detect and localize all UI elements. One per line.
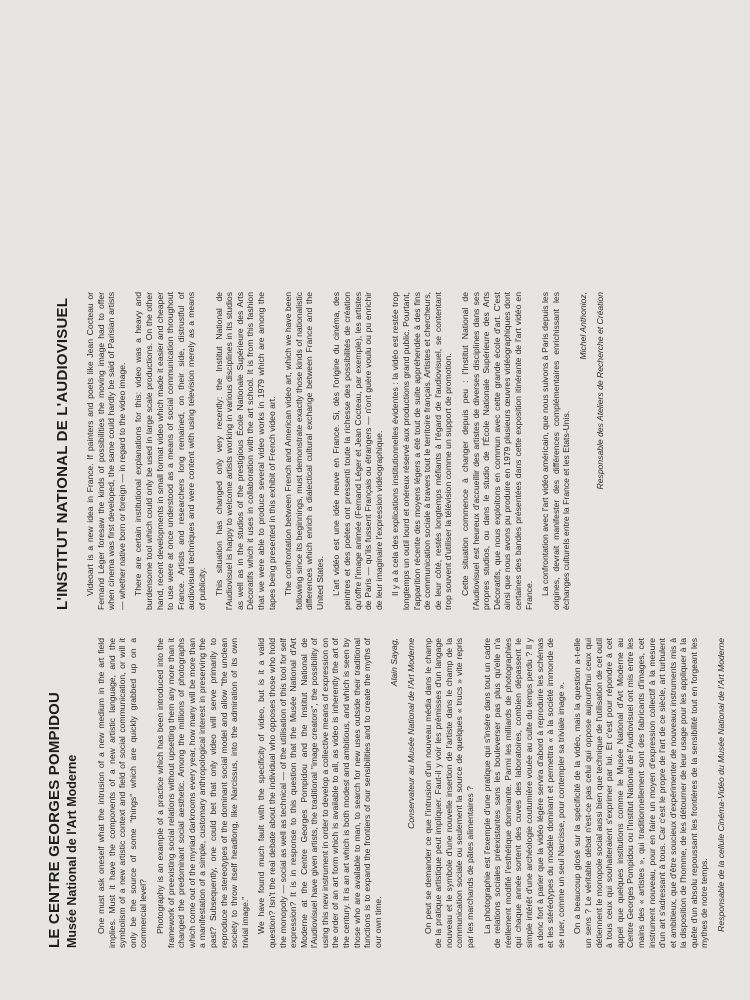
author-signature-role: Responsable des Ateliers de Recherche et Création: [594, 292, 605, 490]
paragraph-fr-2: La photographie est l'exemple d'une pratique qui s'insère dans tout un cadre de relations sociales préexistantes sans les bouleverser pas plus qu'elle n'a réellement modifié l'esthétique dominante. Parmi les milliards de photographies qui chaque année sortent des cuves des laboratoires, combien dépassent le simple intérêt d'une archéologie coutumière vouée au culte du temps perdu ? Il y a donc fort à parier que la vidéo légère servira d'abord à reproduire les schémas et les stéréotypes du modèle dominant et permettra « à la société immonde de se ruer, comme un seul Narcisse, pour contempler sa triviale image ».: [481, 638, 566, 948]
column-institut-audiovisuel: [54, 292, 690, 610]
article-title-pompidou: LE CENTRE GEORGES POMPIDOU: [46, 691, 63, 948]
author-role-en: Conservateur au Musée National de l'Art Moderne: [406, 638, 417, 829]
paragraph-fr-4: La confrontation avec l'art vidéo américain, que nous suivons à Paris depuis les origines, devrait manifester des différences complémentaires enrichissant les échanges culturels entre la France et les Etats-Unis.: [540, 292, 572, 610]
paragraph-en-1: Videoart is a new idea in France. If painters and poets like Jean Cocteau or Fernand Léger foresaw the kinds of possibilities the moving image had to offer when cinema was first developed, the same could hardly be said of Parisian artists — whether native born or foreign — in regard to the video image.: [85, 292, 127, 610]
column-centre-pompidou: [46, 638, 727, 948]
author-signature-name: Michel Anthonioz,: [577, 292, 588, 360]
article-subtitle-musee: Musée National de l'Art Moderne: [65, 754, 79, 948]
paragraph-fr-1: On peut se demander ce que l'intrusion d'un nouveau média dans le champ de la pratique artistique peut impliquer. Faut-il y voir les prémisses d'un langage nouveau et le symbole d'une nouvelle insertion de l'artiste dans le champ de la communication sociale ou seulement la source de quelques « trucs » vite repris par les marchands de pâtes alimentaires ?: [422, 638, 475, 948]
paragraph-en-3: We have found much fault with the specificity of video, but is it a valid question? Isn't the real debate about the individual who opposes those who hold the monopoly — social as well as technical — of the utilisation of this tool for self expression? It is in response to this question that the Musée National d'Art Moderne at the Centre Georges Pompidou and the Institut National de l'Audiovisuel have given artists, the traditional "image creators", the possibility of using this new instrument in order to develop a collective means of expression on the order of an art form which is available to all, as video is inherently the art of the century. It is an art which is both modest and ambitious, and which is seen by those who are available to man, to search for new uses outside their traditional functions is to expand the frontiers of our sensibilities and to create the myths of our own time.: [256, 638, 383, 948]
paragraph-fr-3: Cette situation commence à changer depuis peu : l'Institut National de l'Audiovisuel est heureux d'accueillir des artistes de diverses disciplines dans ses propres studios, ou dans le studio de l'École Nationale Supérieure des Arts Décoratifs, que nous exploitons en commun avec cette grande école d'art. C'est ainsi que nous avons pu produire en 1979 plusieurs œuvres vidéographiques dont certaines des bandes présentées dans cette exposition itinérante de l'art vidéo en France.: [460, 292, 534, 610]
paragraph-en-4: The confrontation between French and American video art, which we have been following since its beginnings, must demonstrate exactly those kinds of nationalistic differences which enrich a dialectical cultural exchange between France and the United States.: [283, 292, 325, 610]
paragraph-en-2: Photography is an example of a practice which has been introduced into the framework of preexisting social relations without upsetting them any more than it changed the predominant social aesthetic. Among the millions of photographs which come out of the myriad darkrooms every year, how many will be more than a manifestation of a simple, customary anthropological interest in preserving the past? Subsequently, one could bet that only video will serve primarily to reproduce the stereotypes of the dominant social model and allow "the unclean society to throw itself headlong, like Narcissus, into the admiration of its own trivial image.": [154, 638, 250, 948]
author-signature-en: Alain Sayag,: [389, 638, 400, 687]
paragraph-en-2: There are certain institutional explanations for this: video was a heavy and burdensome tool which could only be used in large scale productions. On the other hand, recent developments in small format video which made it easier and cheaper to use were at once understood as a means of social communication throughout France. Artists and researchers long remained, on their side, distrustful of audiovisual techniques and were content with using television merely as a means of publicity.: [133, 292, 207, 610]
paragraph-en-1: One must ask oneself what the intrusion of a new medium in the art field implies. Must it have the components of a new artistic language, and the symbolism of a new artistic context and field of social communication, or will it only be the source of some "things" which are quickly grabbed up on a commercial level?: [96, 638, 149, 948]
author-role-fr: Responsable de la cellule Cinéma-Vidéo du Musée National de l'Art Moderne: [716, 638, 727, 932]
paragraph-fr-2: Il y a à cela des explications institutionnelles évidentes : la vidéo est restée trop longtemps un outil lourd et onéreux réservé aux productions grand public. Pourtant, l'apparition récente des moyens légers a été tout de suite appréhendée à des fins de communication sociale à travers tout le territoire français. Artistes et chercheurs, de leur côté, restés longtemps méfiants à l'égard de l'audiovisuel, se contentant trop souvent d'utiliser la télévision comme un support de promotion.: [390, 292, 454, 610]
paragraph-fr-1: L'art vidéo est une idée neuve en France. Si, dès l'origine du cinéma, des peintres et des poètes ont pressenti toute la richesse des possibilités de création qu'offre l'image animée (Fernand Léger et Jean Cocteau, par exemple), les artistes de Paris — qu'ils fussent Français ou étrangers — n'ont guère voulu ou pu enrichir de leur imaginaire l'expression vidéographique.: [331, 292, 384, 610]
paragraph-en-3: This situation has changed only very recently: the Institut National de l'Audiovisuel is happy to welcome artists working in various disciplines in its studios as well as in the studios of the prestigious École Nationale Supérieure des Arts Décoratifs which it uses in collaboration with the art school. It is from this fashion that we were able to produce several video works in 1979 which are among the tapes being presented in this exhibit of French video art.: [213, 292, 277, 610]
article-title-ina: L'INSTITUT NATIONAL DE L'AUDIOVISUEL: [54, 297, 71, 610]
paragraph-fr-3: On a beaucoup glosé sur la spécificité de la vidéo, mais la question a-t-elle un sens ? Le véritable débat n'est-ce pas celui qui oppose aujourd'hui ceux qui détiennent le monopole social aussi bien que technique de l'utilisation de cet outil à tous ceux qui souhaiteraient s'exprimer par lui. Et c'est pour répondre à cet appel que quelques institutions comme le Musée National d'Art Moderne au Centre Georges Pompidou ou l'Institut National de l'Audiovisuel ont mis entre les mains des « artistes », qui traditionnellement sont des fabricants d'images, cet instrument nouveau, pour en faire un moyen d'expression collectif à la mesure d'un art s'adressant à tous. Car c'est le propre de l'art de ce siècle, art turbulent et ambitieux, que d'être soucieux d'expérimenter de nouveaux instruments mis à la disposition de l'homme, de les détourner de leur usage pour les appliquer à la quête d'un absolu repoussant les frontières de la sensibilité tout en forgeant les mythes de notre temps.: [572, 638, 710, 948]
